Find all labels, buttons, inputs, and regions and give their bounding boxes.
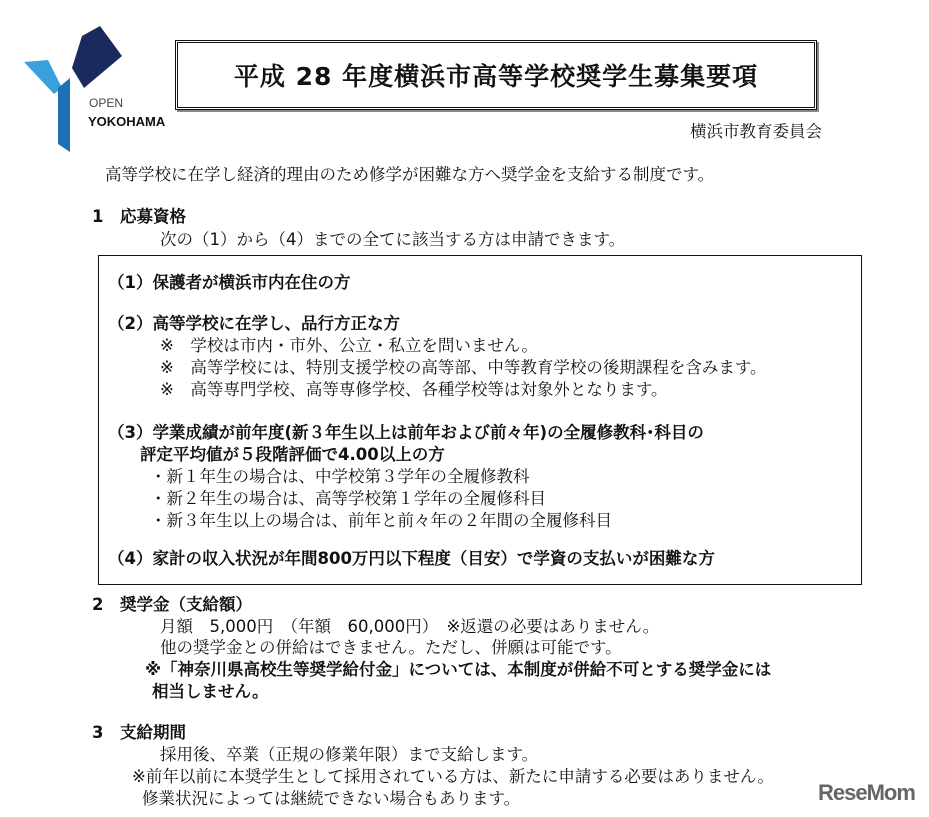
condition-4: （4）家計の収入状況が年間800万円以下程度（目安）で学資の支払いが困難な方 bbox=[108, 549, 715, 568]
eligibility-box bbox=[98, 255, 862, 585]
condition-3-line2: 評定平均値が５段階評価で4.00以上の方 bbox=[140, 445, 445, 464]
condition-3-line1: （3）学業成績が前年度(新３年生以上は前年および前々年)の全履修教科･科目の bbox=[108, 423, 704, 442]
section2-heading: 2 奨学金（支給額） bbox=[92, 595, 252, 614]
payment-period: 採用後、卒業（正規の修業年限）まで支給します。 bbox=[160, 745, 539, 764]
open-yokohama-logo bbox=[22, 26, 172, 156]
resemom-watermark: ReseMom bbox=[818, 780, 915, 805]
condition-1: （1）保護者が横浜市内在住の方 bbox=[108, 273, 351, 292]
condition-2-note: ※ 学校は市内・市外、公立・私立を問いません。 bbox=[160, 336, 538, 355]
scholarship-amount: 月額 5,000円 （年額 60,000円） ※返還の必要はありません。 bbox=[160, 617, 660, 636]
condition-3-bullet: ・新２年生の場合は、高等学校第１学年の全履修科目 bbox=[150, 489, 546, 508]
section3-note-cont: 修業状況によっては継続できない場合もあります。 bbox=[142, 789, 521, 808]
document-title-box bbox=[175, 40, 817, 110]
section1-heading: 1 応募資格 bbox=[92, 207, 186, 226]
section1-lead: 次の（1）から（4）までの全てに該当する方は申請できます。 bbox=[160, 230, 626, 249]
section2-kanagawa-note: ※「神奈川県高校生等奨学給付金」については、本制度が併給不可とする奨学金には bbox=[145, 660, 772, 679]
section2-kanagawa-note-cont: 相当しません。 bbox=[152, 682, 269, 701]
intro-text: 高等学校に在学し経済的理由のため修学が困難な方へ奨学金を支給する制度です。 bbox=[105, 165, 715, 184]
condition-2-note: ※ 高等専門学校、高等専修学校、各種学校等は対象外となります。 bbox=[160, 380, 668, 399]
section3-heading: 3 支給期間 bbox=[92, 723, 186, 742]
logo-open-text: OPEN bbox=[89, 96, 124, 110]
condition-3-bullet: ・新３年生以上の場合は、前年と前々年の２年間の全履修科目 bbox=[150, 511, 612, 530]
issuer: 横浜市教育委員会 bbox=[690, 122, 822, 141]
logo-yokohama-text: YOKOHAMA bbox=[88, 114, 166, 129]
document-title: 平成 28 年度横浜市高等学校奨学生募集要項 bbox=[233, 62, 759, 91]
section2-note: 他の奨学金との併給はできません。ただし、併願は可能です。 bbox=[160, 638, 622, 657]
condition-3-bullet: ・新１年生の場合は、中学校第３学年の全履修教科 bbox=[150, 467, 530, 486]
condition-2-note: ※ 高等学校には、特別支援学校の高等部、中等教育学校の後期課程を含みます。 bbox=[160, 358, 767, 377]
condition-2: （2）高等学校に在学し、品行方正な方 bbox=[108, 314, 400, 333]
section3-note: ※前年以前に本奨学生として採用されている方は、新たに申請する必要はありません。 bbox=[132, 767, 774, 786]
